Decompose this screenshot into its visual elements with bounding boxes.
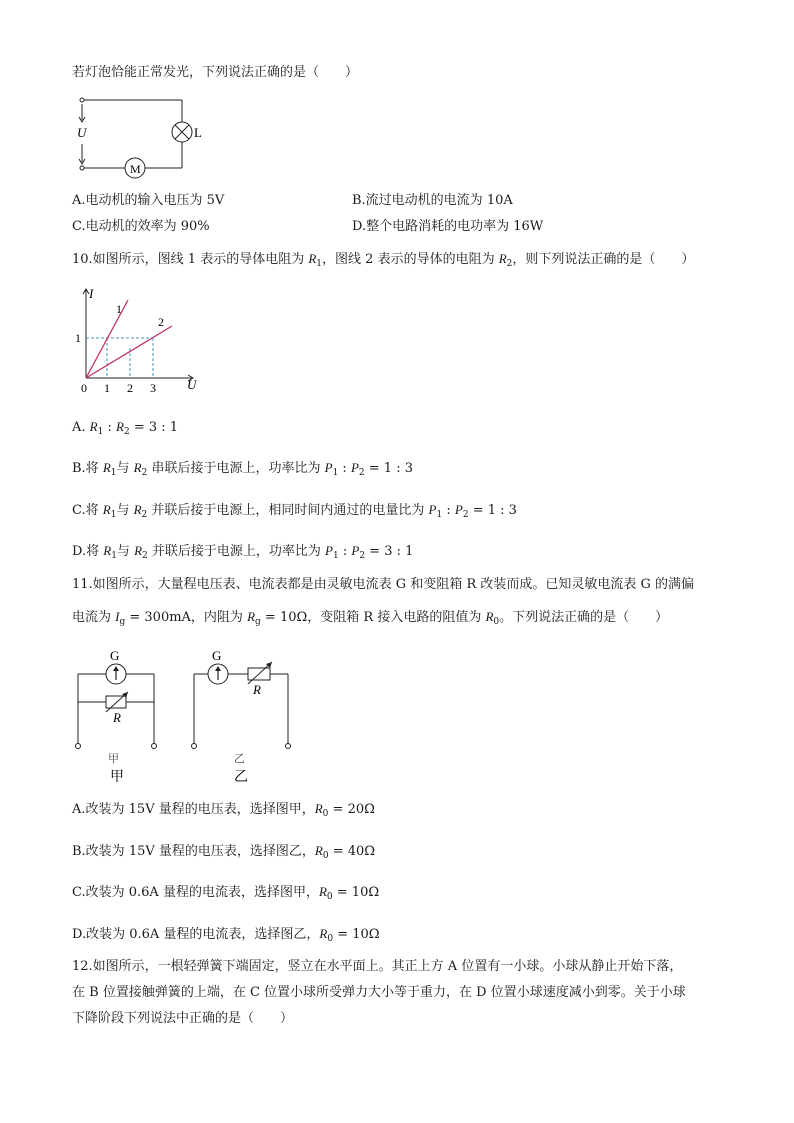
svg-text:G: G <box>110 648 120 663</box>
svg-text:甲: 甲 <box>108 753 119 765</box>
svg-text:U: U <box>187 377 197 392</box>
motor-label: M <box>130 162 141 176</box>
svg-text:0: 0 <box>81 381 87 395</box>
q11-option-a: A.改装为 15V 量程的电压表，选择图甲，$R_0 = 20\Omega$ <box>72 801 375 819</box>
svg-text:1: 1 <box>104 381 110 395</box>
graph-line-2 <box>86 326 172 378</box>
q10-iu-graph <box>72 282 212 397</box>
svg-text:乙: 乙 <box>234 753 245 765</box>
voltage-label: U <box>77 125 87 140</box>
rheostat-icon <box>106 696 126 708</box>
svg-text:1: 1 <box>116 302 122 316</box>
svg-text:1: 1 <box>75 331 81 345</box>
q11-stem-line-2: 电流为 $I_g = 300mA$，内阻为 $R_g = 10\Omega$，变阻箱 R 接入电路的阻值为 $R_0$。下列说法正确的是（ ） <box>72 609 669 627</box>
q11-stem-line-1: 11.如图所示，大量程电压表、电流表都是由灵敏电流表 G 和变阻箱 R 改装而成。已知灵敏电流表 G 的满偏 <box>72 577 695 592</box>
q9-option-b: B.流过电动机的电流为 10A <box>352 193 513 208</box>
q12-stem-line-3: 下降阶段下列说法中正确的是（ ） <box>72 1011 294 1026</box>
q12-stem-line-1: 12.如图所示，一根轻弹簧下端固定，竖立在水平面上。其正上方 A 位置有一小球。小球从静止开始下落， <box>72 959 683 974</box>
q11-circuit-jia <box>70 640 170 785</box>
q10-option-c: C.将 $R_1$与 $R_2$ 并联后接于电源上，相同时间内通过的电量比为 $P_1$ : $P_2 = 1$ : 3 <box>72 502 517 520</box>
svg-text:2: 2 <box>158 315 164 329</box>
svg-text:R: R <box>253 682 261 697</box>
q11-option-b: B.改装为 15V 量程的电压表，选择图乙，$R_0 = 40\Omega$ <box>72 843 376 861</box>
svg-text:3: 3 <box>150 381 156 395</box>
svg-text:I: I <box>89 286 94 301</box>
q10-option-d: D.将 $R_1$与 $R_2$ 并联后接于电源上，功率比为 $P_1$ : $P_2 = 3$ : 1 <box>72 543 414 561</box>
q9-option-c: C.电动机的效率为 90% <box>72 219 210 234</box>
q9-option-d: D.整个电路消耗的电功率为 16W <box>352 219 544 234</box>
q9-stem: 若灯泡恰能正常发光，下列说法正确的是（ ） <box>72 65 359 80</box>
svg-text:R: R <box>113 710 121 725</box>
q11-option-d: D.改装为 0.6A 量程的电流表，选择图乙，$R_0 = 10\Omega$ <box>72 926 380 944</box>
svg-text:甲: 甲 <box>110 770 124 785</box>
lamp-label: L <box>194 125 202 140</box>
q12-stem-line-2: 在 B 位置接触弹簧的上端，在 C 位置小球所受弹力大小等于重力，在 D 位置小球速度减小到零。关于小球 <box>72 985 686 1000</box>
q10-option-a: A. $R_1$ : $R_2 = 3$ : 1 <box>72 419 179 437</box>
svg-text:乙: 乙 <box>234 770 248 785</box>
q10-stem: 10.如图所示，图线 1 表示的导体电阻为 $R_1$，图线 2 表示的导体的电阻为 $R_2$，则下列说法正确的是（ ） <box>72 251 695 269</box>
svg-text:2: 2 <box>127 381 133 395</box>
q11-option-c: C.改装为 0.6A 量程的电流表，选择图甲，$R_0 = 10\Omega$ <box>72 884 380 902</box>
q9-option-a: A.电动机的输入电压为 5V <box>72 193 225 208</box>
q10-option-b: B.将 $R_1$与 $R_2$ 串联后接于电源上，功率比为 $P_1$ : $P_2 = 1$ : 3 <box>72 460 413 478</box>
svg-text:G: G <box>212 648 222 663</box>
q11-circuit-yi <box>186 640 306 785</box>
q9-circuit-diagram <box>72 92 212 182</box>
